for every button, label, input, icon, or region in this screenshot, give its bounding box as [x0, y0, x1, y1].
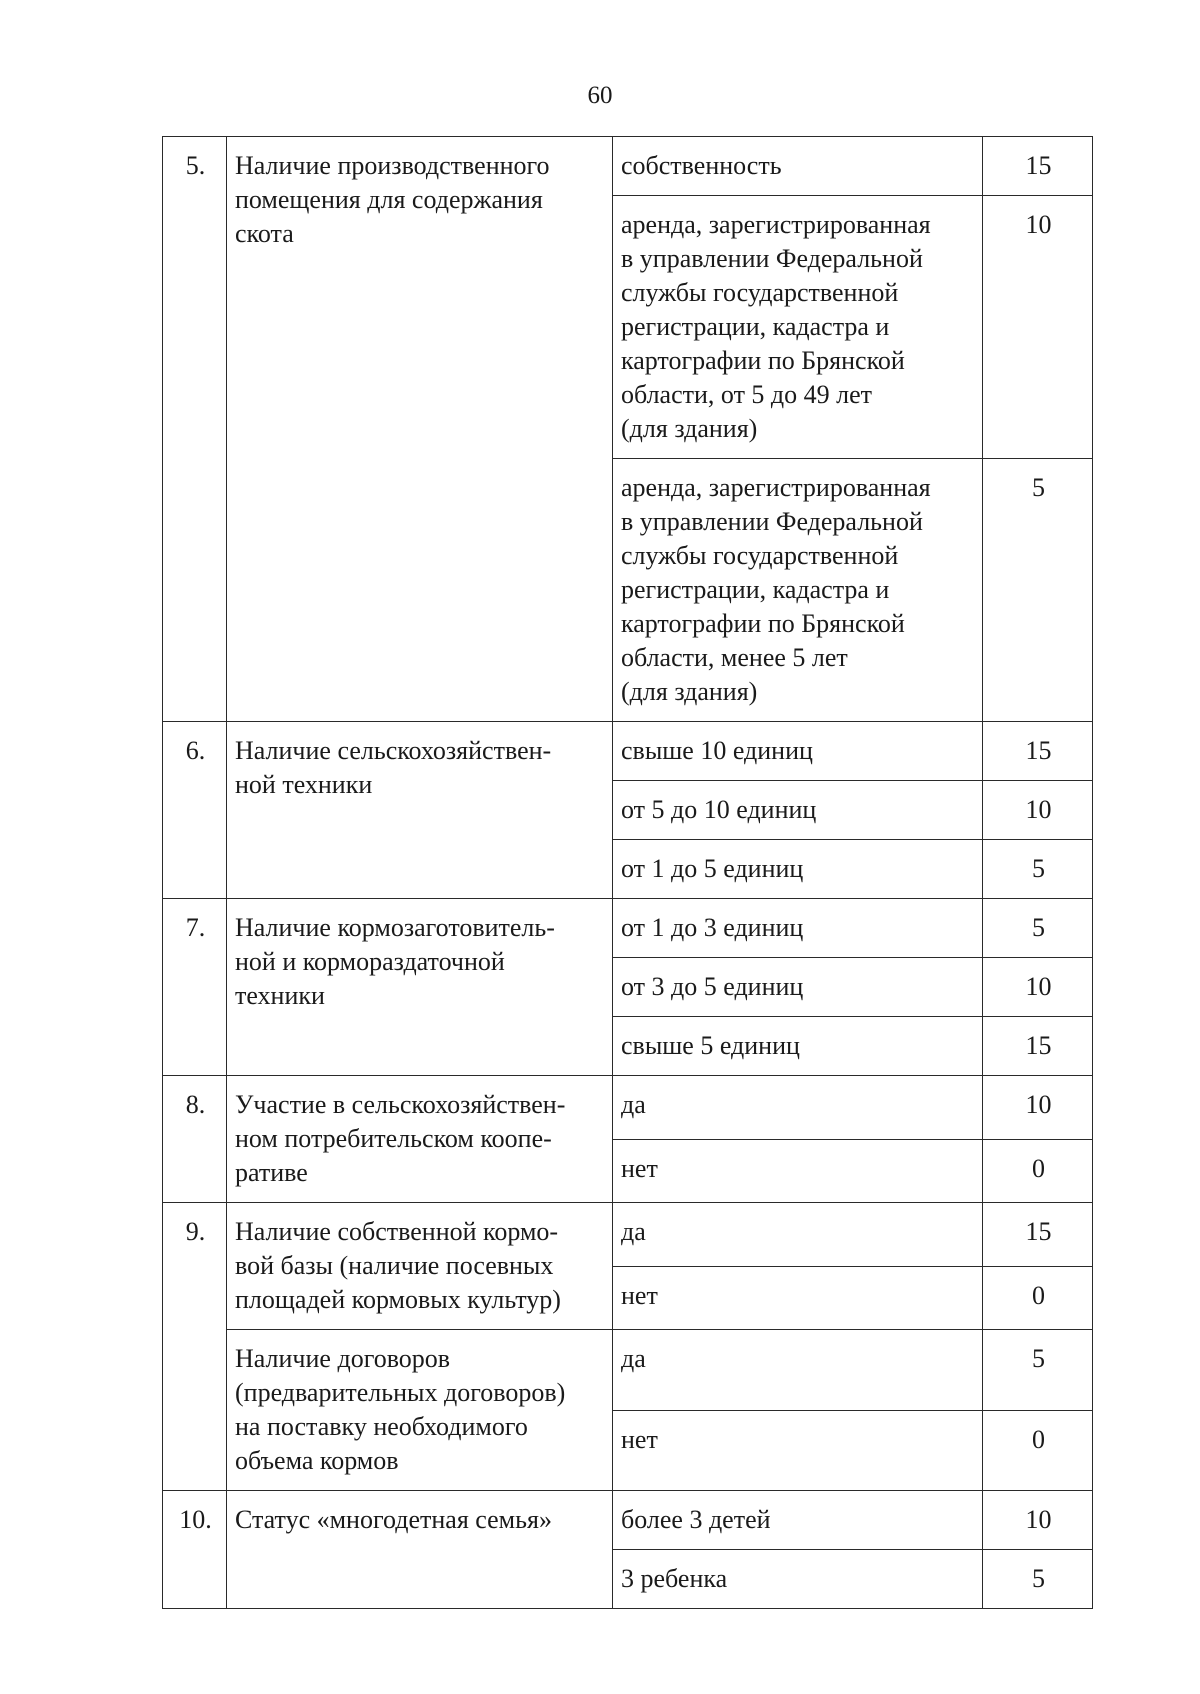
item-number: 9. — [163, 1203, 227, 1491]
score-cell: 5 — [983, 459, 1093, 722]
score-cell: 5 — [983, 1550, 1093, 1609]
table-row — [163, 722, 1093, 781]
score-cell: 0 — [983, 1410, 1093, 1491]
condition-cell: аренда, зарегистрированная в управлении Федеральной службы государственной регистрации, кадастра и картографии по Брянской области, менее 5 лет (для здания) — [613, 459, 983, 722]
item-number: 6. — [163, 722, 227, 899]
score-cell: 0 — [983, 1266, 1093, 1330]
criteria-table — [162, 136, 1093, 1609]
table-row — [163, 899, 1093, 958]
condition-cell: более 3 детей — [613, 1491, 983, 1550]
table-row — [163, 1330, 1093, 1411]
criterion-cell: Наличие производственного помещения для содержания скота — [227, 137, 613, 722]
condition-cell: 3 ребенка — [613, 1550, 983, 1609]
condition-cell: свыше 10 единиц — [613, 722, 983, 781]
page-number: 60 — [587, 82, 613, 109]
score-cell: 0 — [983, 1139, 1093, 1203]
condition-cell: собственность — [613, 137, 983, 196]
condition-cell: да — [613, 1076, 983, 1140]
criterion-cell: Наличие собственной кормо- вой базы (наличие посевных площадей кормовых культур) — [227, 1203, 613, 1330]
condition-cell: свыше 5 единиц — [613, 1017, 983, 1076]
score-cell: 10 — [983, 1491, 1093, 1550]
item-number: 8. — [163, 1076, 227, 1203]
condition-cell: аренда, зарегистрированная в управлении Федеральной службы государственной регистрации, кадастра и картографии по Брянской области, от 5 до 49 лет (для здания) — [613, 196, 983, 459]
condition-cell: нет — [613, 1139, 983, 1203]
score-cell: 15 — [983, 1017, 1093, 1076]
score-cell: 15 — [983, 1203, 1093, 1267]
condition-cell: от 1 до 5 единиц — [613, 840, 983, 899]
condition-cell: от 1 до 3 единиц — [613, 899, 983, 958]
score-cell: 15 — [983, 137, 1093, 196]
condition-cell: от 3 до 5 единиц — [613, 958, 983, 1017]
score-cell: 5 — [983, 840, 1093, 899]
item-number: 7. — [163, 899, 227, 1076]
condition-cell: от 5 до 10 единиц — [613, 781, 983, 840]
condition-cell: нет — [613, 1266, 983, 1330]
criterion-cell: Статус «многодетная семья» — [227, 1491, 613, 1609]
score-cell: 10 — [983, 196, 1093, 459]
score-cell: 10 — [983, 781, 1093, 840]
table-row — [163, 1203, 1093, 1267]
criterion-cell: Участие в сельскохозяйствен- ном потребительском коопе- ративе — [227, 1076, 613, 1203]
condition-cell: нет — [613, 1410, 983, 1491]
score-cell: 15 — [983, 722, 1093, 781]
table-row — [163, 1076, 1093, 1140]
criterion-cell: Наличие кормозаготовитель- ной и кормораздаточной техники — [227, 899, 613, 1076]
item-number: 10. — [163, 1491, 227, 1609]
score-cell: 10 — [983, 1076, 1093, 1140]
condition-cell: да — [613, 1203, 983, 1267]
criterion-cell: Наличие договоров (предварительных договоров) на поставку необходимого объема кормов — [227, 1330, 613, 1491]
criterion-cell: Наличие сельскохозяйствен- ной техники — [227, 722, 613, 899]
score-cell: 5 — [983, 1330, 1093, 1411]
table-row — [163, 137, 1093, 196]
score-cell: 5 — [983, 899, 1093, 958]
table-row — [163, 1491, 1093, 1550]
score-cell: 10 — [983, 958, 1093, 1017]
item-number: 5. — [163, 137, 227, 722]
condition-cell: да — [613, 1330, 983, 1411]
